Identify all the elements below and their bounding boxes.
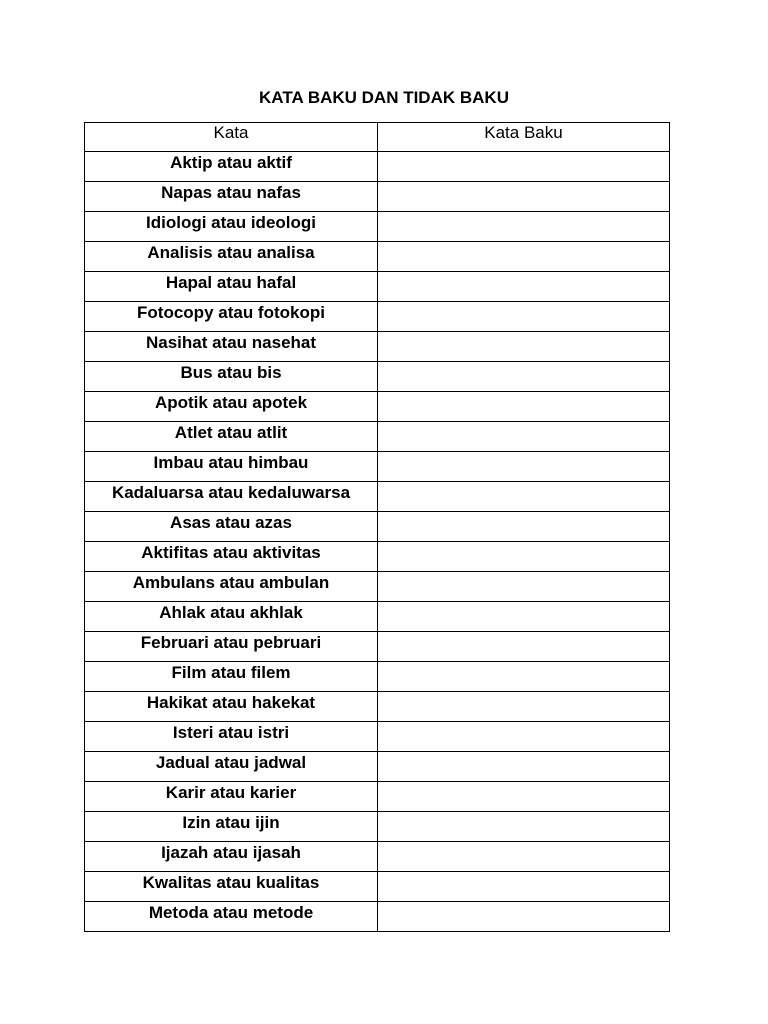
kata-cell: Nasihat atau nasehat [85,332,378,362]
kata-baku-cell[interactable] [378,302,670,332]
kata-cell: Aktip atau aktif [85,152,378,182]
table-row [85,212,670,242]
table-row [85,152,670,182]
table-row [85,662,670,692]
kata-cell: Imbau atau himbau [85,452,378,482]
kata-baku-cell[interactable] [378,362,670,392]
table-row [85,302,670,332]
word-table [84,122,670,932]
kata-baku-cell[interactable] [378,812,670,842]
kata-baku-cell[interactable] [378,242,670,272]
kata-cell: Metoda atau metode [85,902,378,932]
table-row [85,722,670,752]
kata-baku-cell[interactable] [378,842,670,872]
kata-baku-cell[interactable] [378,542,670,572]
table-row [85,452,670,482]
kata-baku-cell[interactable] [378,602,670,632]
kata-baku-cell[interactable] [378,392,670,422]
kata-cell: Asas atau azas [85,512,378,542]
table-row [85,362,670,392]
kata-cell: Hakikat atau hakekat [85,692,378,722]
kata-baku-cell[interactable] [378,422,670,452]
kata-baku-cell[interactable] [378,512,670,542]
kata-cell: Napas atau nafas [85,182,378,212]
table-row [85,902,670,932]
kata-cell: Kwalitas atau kualitas [85,872,378,902]
kata-baku-cell[interactable] [378,662,670,692]
kata-baku-cell[interactable] [378,152,670,182]
kata-cell: Bus atau bis [85,362,378,392]
kata-cell: Idiologi atau ideologi [85,212,378,242]
kata-cell: Ambulans atau ambulan [85,572,378,602]
kata-baku-cell[interactable] [378,782,670,812]
kata-baku-cell[interactable] [378,452,670,482]
kata-baku-cell[interactable] [378,332,670,362]
table-body [85,152,670,932]
kata-cell: Izin atau ijin [85,812,378,842]
kata-baku-cell[interactable] [378,632,670,662]
kata-baku-cell[interactable] [378,902,670,932]
table-row [85,272,670,302]
table-row [85,242,670,272]
kata-baku-cell[interactable] [378,722,670,752]
kata-cell: Atlet atau atlit [85,422,378,452]
table-row [85,422,670,452]
table-row [85,542,670,572]
kata-cell: Ahlak atau akhlak [85,602,378,632]
document-title: KATA BAKU DAN TIDAK BAKU [259,88,509,107]
table-row [85,752,670,782]
kata-baku-cell[interactable] [378,212,670,242]
table-row [85,602,670,632]
table-row [85,872,670,902]
kata-cell: Film atau filem [85,662,378,692]
kata-baku-cell[interactable] [378,692,670,722]
table-row [85,692,670,722]
kata-baku-cell[interactable] [378,872,670,902]
kata-cell: Ijazah atau ijasah [85,842,378,872]
kata-cell: Isteri atau istri [85,722,378,752]
kata-cell: Kadaluarsa atau kedaluwarsa [85,482,378,512]
table-row [85,812,670,842]
table-row [85,182,670,212]
kata-baku-cell[interactable] [378,482,670,512]
kata-baku-cell[interactable] [378,572,670,602]
table-row [85,572,670,602]
table-row [85,332,670,362]
table-row [85,842,670,872]
kata-cell: Februari atau pebruari [85,632,378,662]
kata-baku-cell[interactable] [378,752,670,782]
table-row [85,512,670,542]
kata-baku-cell[interactable] [378,272,670,302]
kata-baku-cell[interactable] [378,182,670,212]
table-row [85,482,670,512]
kata-cell: Apotik atau apotek [85,392,378,422]
header-kata-baku: Kata Baku [378,123,670,152]
kata-cell: Analisis atau analisa [85,242,378,272]
table-header-row [85,123,670,152]
table-row [85,392,670,422]
kata-cell: Jadual atau jadwal [85,752,378,782]
table-row [85,632,670,662]
header-kata: Kata [85,123,378,152]
kata-cell: Fotocopy atau fotokopi [85,302,378,332]
kata-cell: Aktifitas atau aktivitas [85,542,378,572]
kata-cell: Karir atau karier [85,782,378,812]
table-row [85,782,670,812]
kata-cell: Hapal atau hafal [85,272,378,302]
